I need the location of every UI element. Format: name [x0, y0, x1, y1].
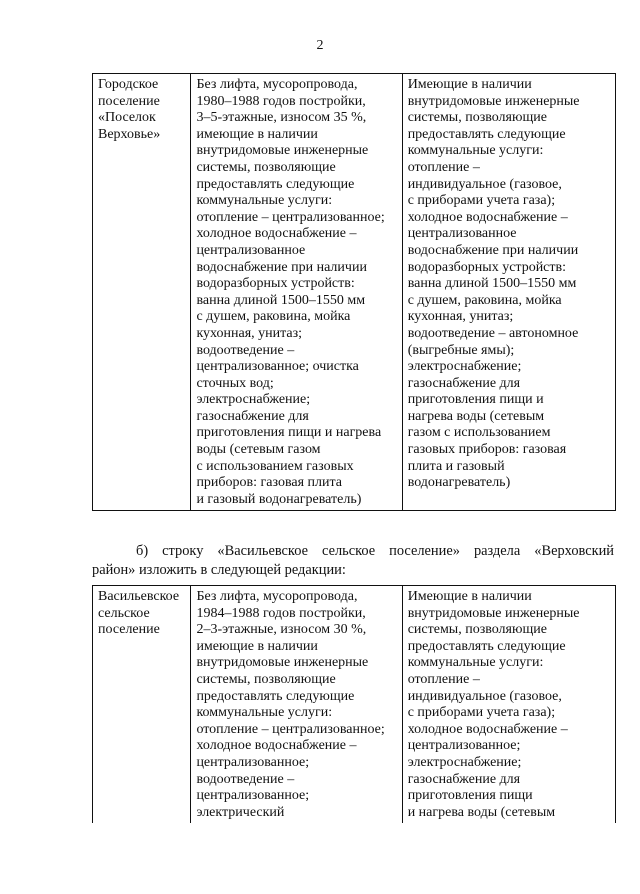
cell-text-line: 1980–1988 годов постройки, [196, 93, 366, 109]
cell-text-line: Имеющие в наличии [407, 589, 532, 604]
cell-text-line: электрический [196, 804, 285, 820]
cell-text-line: газоснабжение для [407, 771, 521, 787]
settlement-cell [93, 586, 191, 824]
cell-text-line: внутридомовые инженерные [407, 605, 580, 621]
cell-text-line: и нагрева воды (сетевым [407, 804, 556, 820]
cell-text-line: газоснабжение для [407, 375, 521, 391]
cell-text-line: с приборами учета газа); [407, 193, 556, 209]
cell-text-line: индивидуальное (газовое, [407, 176, 562, 192]
cell-text-line: предоставлять следующие [407, 638, 566, 654]
cell-text-line: приборов: газовая плита [196, 475, 343, 491]
services-cell [402, 586, 615, 824]
cell-text-line: плита и газовый [407, 458, 505, 474]
cell-text-line: Без лифта, мусоропровода, [196, 589, 358, 604]
cell-text-line: газом с использованием [407, 425, 551, 441]
cell-text-line: водоотведение – автономное [407, 325, 579, 341]
paragraph-line: район» изложить в следующей редакции: [92, 562, 346, 578]
cell-text-line: централизованное; [407, 738, 521, 754]
cell-text-line: внутридомовые инженерные [196, 143, 369, 159]
cell-text-line: централизованное [196, 242, 306, 258]
cell-text-line: водоснабжение при наличии [407, 242, 579, 258]
housing-table-verkhovye [92, 73, 616, 511]
cell-text-line: воды (сетевым газом [196, 442, 321, 458]
cell-text-line: централизованное; очистка [196, 359, 359, 375]
cell-text-line: с использованием газовых [196, 458, 354, 474]
services-cell [402, 74, 615, 511]
table-row [93, 74, 616, 511]
cell-text-line: с душем, раковина, мойка [196, 309, 351, 325]
page-number: 2 [316, 38, 324, 53]
table-row [93, 586, 616, 824]
housing-description-cell [191, 74, 402, 511]
cell-text-line: нагрева воды (сетевым [407, 408, 545, 424]
cell-text-line: кухонная, унитаз; [196, 325, 303, 341]
cell-text-line: электроснабжение; [196, 392, 311, 408]
cell-text-line: Имеющие в наличии [407, 77, 532, 92]
cell-text-line: коммунальные услуги: [407, 143, 544, 159]
cell-text-line: «Поселок [98, 110, 156, 126]
cell-text-line: коммунальные услуги: [407, 655, 544, 671]
cell-text-line: поселение [98, 622, 160, 638]
cell-text-line: с душем, раковина, мойка [407, 292, 562, 308]
cell-text-line: имеющие в наличии [196, 126, 318, 142]
cell-text-line: кухонная, унитаз; [407, 309, 514, 325]
cell-text-line: Городское [98, 77, 159, 92]
cell-text-line: Без лифта, мусоропровода, [196, 77, 358, 92]
cell-text-line: внутридомовые инженерные [196, 655, 369, 671]
cell-text-line: водоразборных устройств: [196, 276, 355, 292]
cell-text-line: водоотведение – [196, 342, 295, 358]
cell-text-line: холодное водоснабжение – [196, 226, 357, 242]
cell-text-line: 2–3-этажные, износом 30 %, [196, 622, 367, 638]
cell-text-line: сточных вод; [196, 375, 274, 391]
cell-text-line: коммунальные услуги: [196, 705, 333, 721]
cell-text-line: системы, позволяющие [196, 159, 336, 175]
cell-text-line: (выгребные ямы); [407, 342, 515, 358]
cell-text-line: предоставлять следующие [196, 176, 355, 192]
amendment-paragraph [92, 542, 614, 580]
cell-text-line: электроснабжение; [407, 754, 522, 770]
housing-description-cell [191, 586, 402, 824]
cell-text-line: приготовления пищи [407, 788, 533, 804]
cell-text-line: холодное водоснабжение – [196, 738, 357, 754]
cell-text-line: холодное водоснабжение – [407, 721, 568, 737]
cell-text-line: электроснабжение; [407, 359, 522, 375]
cell-text-line: водонагреватель) [407, 475, 511, 491]
cell-text-line: водоснабжение при наличии [196, 259, 367, 275]
cell-text-line: холодное водоснабжение – [407, 209, 568, 225]
cell-text-line: централизованное; [196, 754, 310, 770]
cell-text-line: с приборами учета газа); [407, 705, 556, 721]
cell-text-line: индивидуальное (газовое, [407, 688, 562, 704]
cell-text-line: ванна длиной 1500–1550 мм [196, 292, 366, 308]
paragraph-line: б) строку «Васильевское сельское поселение» раздела «Верховский [136, 543, 614, 559]
cell-text-line: системы, позволяющие [407, 110, 547, 126]
cell-text-line: имеющие в наличии [196, 638, 318, 654]
cell-text-line: водоотведение – [196, 771, 295, 787]
cell-text-line: Верховье» [98, 126, 161, 142]
cell-text-line: 1984–1988 годов постройки, [196, 605, 366, 621]
cell-text-line: централизованное [407, 226, 517, 242]
cell-text-line: отопление – централизованное; [196, 209, 385, 225]
cell-text-line: сельское [98, 605, 150, 621]
cell-text-line: приготовления пищи и [407, 392, 544, 408]
cell-text-line: водоразборных устройств: [407, 259, 567, 275]
cell-text-line: предоставлять следующие [196, 688, 355, 704]
cell-text-line: приготовления пищи и нагрева [196, 425, 382, 441]
cell-text-line: отопление – [407, 671, 480, 687]
cell-text-line: поселение [98, 93, 160, 109]
cell-text-line: газовых приборов: газовая [407, 442, 567, 458]
cell-text-line: предоставлять следующие [407, 126, 566, 142]
settlement-cell [93, 74, 191, 511]
cell-text-line: системы, позволяющие [196, 671, 336, 687]
cell-text-line: отопление – централизованное; [196, 721, 385, 737]
cell-text-line: отопление – [407, 159, 480, 175]
cell-text-line: Васильевское [98, 589, 180, 604]
cell-text-line: системы, позволяющие [407, 622, 547, 638]
cell-text-line: и газовый водонагреватель) [196, 491, 362, 507]
cell-text-line: коммунальные услуги: [196, 193, 333, 209]
cell-text-line: внутридомовые инженерные [407, 93, 580, 109]
cell-text-line: газоснабжение для [196, 408, 309, 424]
cell-text-line: ванна длиной 1500–1550 мм [407, 276, 577, 292]
housing-table-vasilyevskoe [92, 585, 616, 823]
cell-text-line: централизованное; [196, 788, 310, 804]
cell-text-line: 3–5-этажные, износом 35 %, [196, 110, 367, 126]
